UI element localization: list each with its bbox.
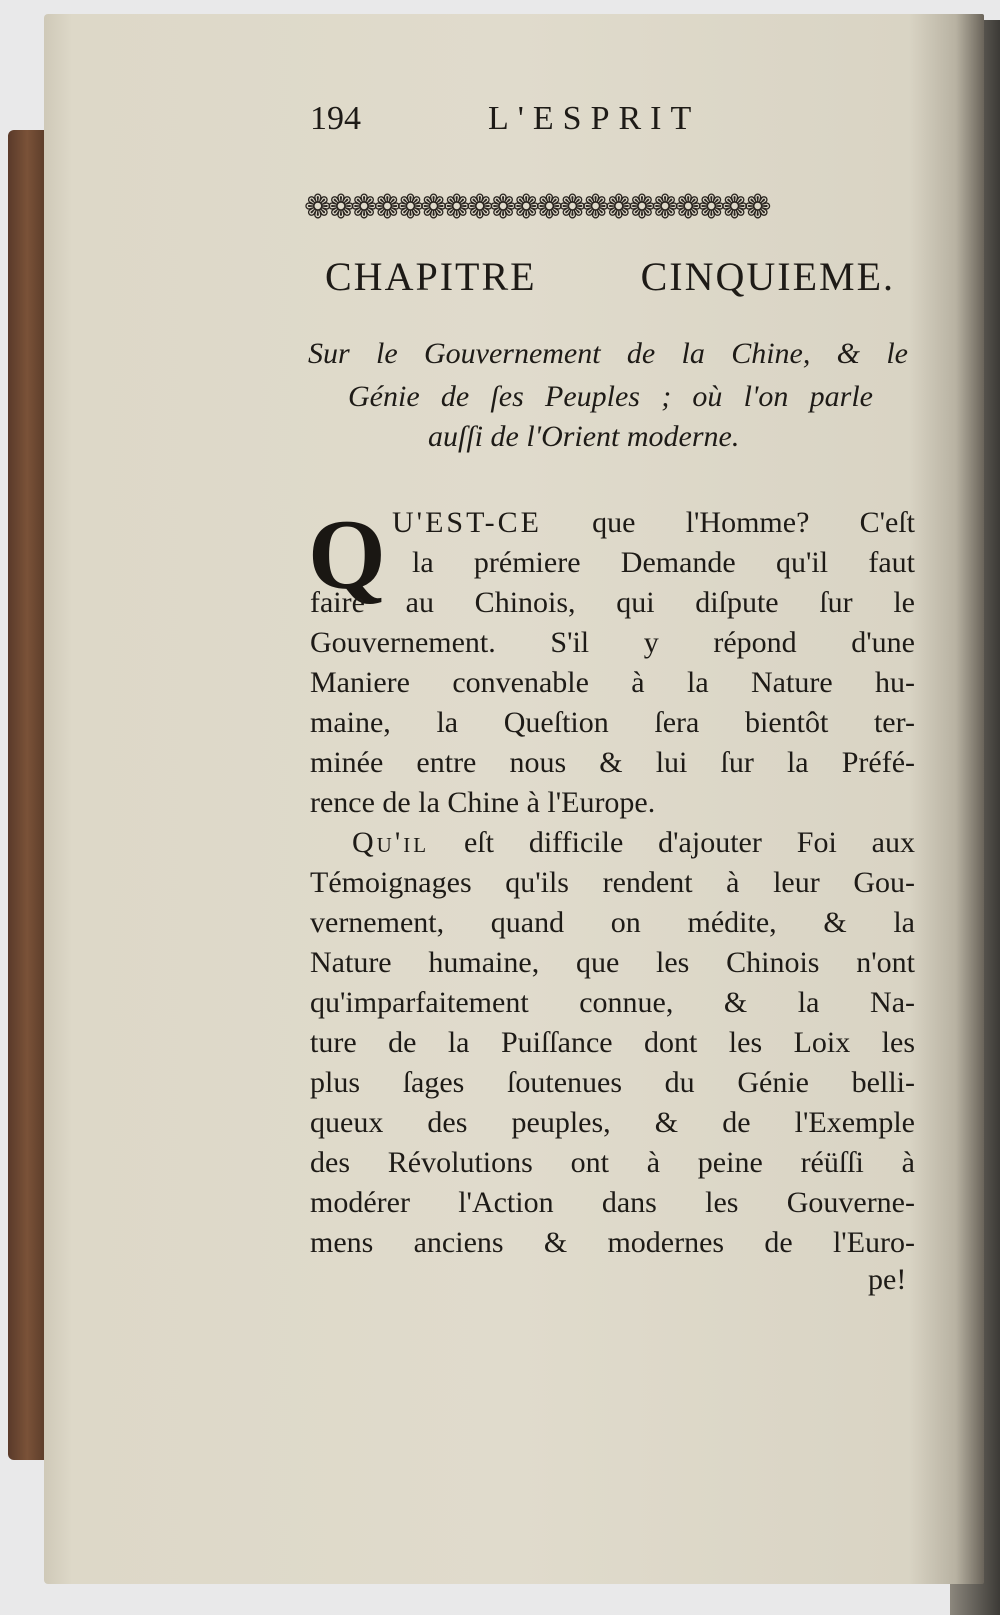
body-line: Maniere convenable à la Nature hu-: [310, 666, 915, 699]
body-line: des Révolutions ont à peine réüſſi à: [310, 1146, 915, 1179]
body-line: Gouvernement. S'il y répond d'une: [310, 626, 915, 659]
drop-cap: Q: [308, 499, 386, 610]
body-line: la prémiere Demande qu'il faut: [412, 546, 915, 579]
subtitle-line: Génie de ſes Peuples ; où l'on parle: [348, 380, 873, 413]
body-line: U'EST-CE que l'Homme? C'eſt: [392, 506, 915, 539]
catchword: pe!: [868, 1263, 907, 1296]
body-line: ture de la Puiſſance dont les Loix les: [310, 1026, 915, 1059]
body-line: modérer l'Action dans les Gouverne-: [310, 1186, 915, 1219]
body-line: rence de la Chine à l'Europe.: [310, 786, 656, 819]
body-line: faire au Chinois, qui diſpute ſur le: [310, 586, 915, 619]
subtitle-line: Sur le Gouvernement de la Chine, & le: [308, 337, 908, 370]
body-line: qu'imparfaitement connue, & la Na-: [310, 986, 915, 1019]
body-line: vernement, quand on médite, & la: [310, 906, 915, 939]
subtitle-line: auſſi de l'Orient moderne.: [428, 420, 740, 453]
body-line: minée entre nous & lui ſur la Préfé-: [310, 746, 915, 779]
body-line: maine, la Queſtion ſera bientôt ter-: [310, 706, 915, 739]
chapter-title: CHAPITRE CINQUIEME.: [325, 254, 895, 299]
body-line: Qu'il eſt difficile d'ajouter Foi aux: [352, 826, 915, 859]
body-line: mens anciens & modernes de l'Euro-: [310, 1226, 915, 1259]
body-line: plus ſages ſoutenues du Génie belli-: [310, 1066, 915, 1099]
running-title: L'ESPRIT: [488, 100, 701, 137]
flower-ornament-band: ❁❁❁❁❁❁❁❁❁❁❁❁❁❁❁❁❁❁❁❁: [304, 190, 768, 226]
body-line: queux des peuples, & de l'Exemple: [310, 1106, 915, 1139]
page-number: 194: [310, 100, 361, 137]
body-line: Témoignages qu'ils rendent à leur Gou-: [310, 866, 915, 899]
body-line: Nature humaine, que les Chinois n'ont: [310, 946, 915, 979]
